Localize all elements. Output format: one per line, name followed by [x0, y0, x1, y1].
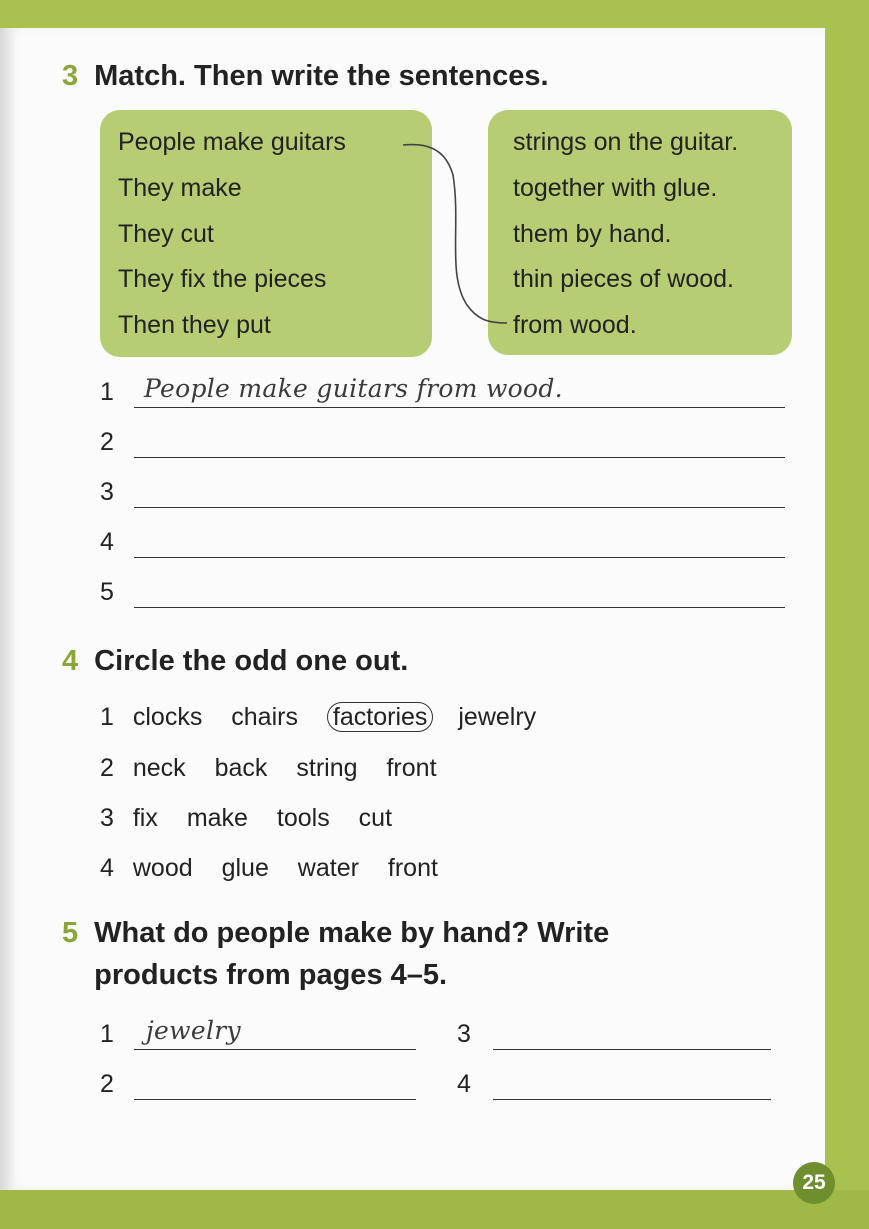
line-number: 2 [100, 428, 114, 456]
word-option[interactable]: water [297, 854, 359, 882]
sentence-line[interactable] [100, 478, 790, 514]
left-phrases-box [100, 110, 432, 357]
exercise-5-title-line1: What do people make by hand? Write [94, 917, 610, 949]
left-phrase: People make guitars [118, 128, 346, 156]
word-option[interactable]: back [214, 754, 268, 782]
handwritten-answer: jewelry [146, 1016, 241, 1045]
sentence-line[interactable] [100, 528, 790, 564]
circled-word-option[interactable]: factories [327, 702, 433, 732]
right-phrase: together with glue. [513, 174, 718, 202]
sentence-line[interactable] [100, 374, 790, 414]
exercise-5-heading [62, 912, 609, 996]
sentence-line[interactable] [100, 428, 790, 464]
line-number: 5 [100, 578, 114, 606]
handwritten-answer: People make guitars from wood. [144, 374, 563, 403]
row-number: 1 [100, 703, 114, 731]
word-option[interactable]: fix [132, 804, 158, 832]
line-number: 4 [457, 1070, 471, 1098]
right-phrase: them by hand. [513, 220, 672, 248]
word-option[interactable]: glue [221, 854, 269, 882]
line-number: 1 [100, 378, 114, 406]
word-option[interactable]: wood [132, 854, 193, 882]
product-answer-line[interactable] [457, 1070, 775, 1106]
word-option[interactable]: chairs [231, 703, 298, 731]
right-phrase: thin pieces of wood. [513, 265, 734, 293]
right-phrases-box [488, 110, 792, 355]
left-phrase: They make [118, 174, 242, 202]
word-option[interactable]: clocks [132, 703, 203, 731]
product-answer-line[interactable] [457, 1020, 775, 1056]
exercise-5-title-line2: products from pages 4–5. [94, 959, 448, 992]
odd-one-out-row [100, 754, 459, 783]
odd-one-out-row [100, 804, 414, 833]
sentence-line[interactable] [100, 578, 790, 614]
odd-one-out-row [100, 703, 558, 732]
word-option[interactable]: string [296, 754, 358, 782]
page-number-badge: 25 [793, 1162, 835, 1204]
row-number: 3 [100, 804, 114, 832]
word-option[interactable]: cut [358, 804, 393, 832]
product-answer-line[interactable] [100, 1070, 420, 1106]
line-number: 1 [100, 1020, 114, 1048]
writing-line [134, 507, 785, 508]
writing-line [134, 457, 785, 458]
word-option[interactable]: front [387, 854, 438, 882]
exercise-4-number: 4 [62, 645, 79, 677]
word-option[interactable]: front [386, 754, 437, 782]
match-connector-line [395, 135, 515, 335]
exercise-3-number: 3 [62, 60, 79, 92]
writing-line [134, 607, 785, 608]
line-number: 2 [100, 1070, 114, 1098]
writing-line [493, 1049, 771, 1050]
word-option[interactable]: tools [276, 804, 330, 832]
row-number: 4 [100, 854, 114, 882]
writing-line [134, 407, 785, 408]
exercise-5-number: 5 [62, 917, 79, 949]
page-binding [0, 28, 14, 1190]
word-option[interactable]: jewelry [458, 703, 537, 731]
left-phrase: They cut [118, 220, 214, 248]
line-number: 3 [457, 1020, 471, 1048]
writing-line [134, 1099, 416, 1100]
left-phrase: Then they put [118, 311, 271, 339]
exercise-4-heading [62, 640, 408, 682]
exercise-4-title: Circle the odd one out. [94, 645, 409, 677]
right-phrase: strings on the guitar. [513, 128, 739, 156]
word-option[interactable]: neck [132, 754, 186, 782]
page-edge [0, 1190, 869, 1229]
writing-line [134, 557, 785, 558]
line-number: 4 [100, 528, 114, 556]
product-answer-line[interactable] [100, 1016, 420, 1056]
writing-line [493, 1099, 771, 1100]
exercise-3-title: Match. Then write the sentences. [94, 60, 549, 92]
odd-one-out-row [100, 854, 460, 883]
word-option[interactable]: make [186, 804, 248, 832]
exercise-3-heading [62, 55, 549, 97]
writing-line [134, 1049, 416, 1050]
row-number: 2 [100, 754, 114, 782]
left-phrase: They fix the pieces [118, 265, 327, 293]
right-phrase: from wood. [513, 311, 637, 339]
line-number: 3 [100, 478, 114, 506]
